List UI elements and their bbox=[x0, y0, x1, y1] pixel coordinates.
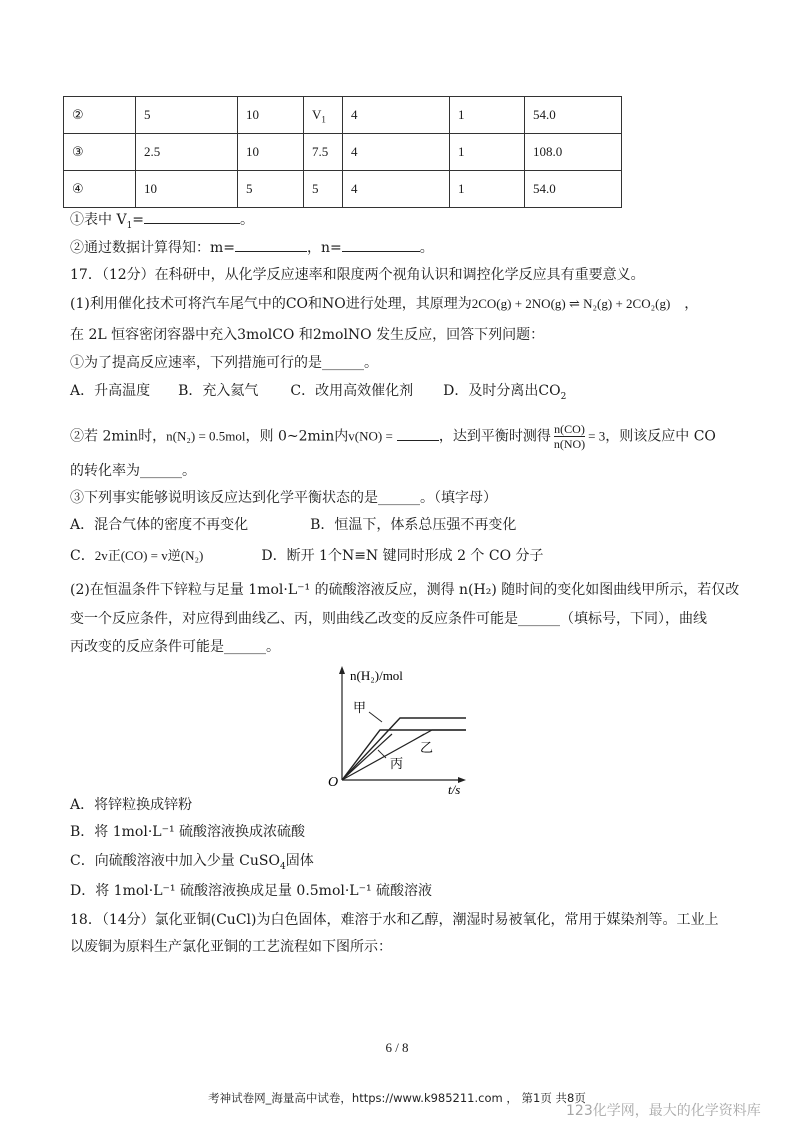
q17-part1-line1: (1)利用催化技术可将汽车尾气中的CO和NO进行处理，其原理为2CO(g) + 2NO(g) ⇌ N₂(g) + 2CO₂(g) ， bbox=[70, 296, 699, 312]
q17-sub2: ②若 2min时，n(N₂) = 0.5mol，则 0~2min内v(NO) = ，达到平衡时测得 $\frac{n(CO)}{n(NO)}$ = 3，则该反应中 CO bbox=[70, 422, 716, 451]
table-cell: 10 bbox=[238, 134, 304, 171]
origin-label: O bbox=[328, 775, 339, 790]
q17-sub3-cd: C．2v正(CO) = v逆(N₂) D．断开 1个N≡N 键同时形成 2 个 CO 分子 bbox=[70, 548, 544, 564]
q17-option-a: A．将锌粒换成锌粉 bbox=[70, 797, 193, 813]
q17-header: 17．（12分）在科研中，从化学反应速率和限度两个视角认识和调控化学反应具有重要意义。 bbox=[70, 267, 645, 283]
table-cell: 7.5 bbox=[304, 134, 343, 171]
label-pointer-jia bbox=[369, 712, 382, 722]
table-cell: 4 bbox=[343, 97, 450, 134]
table-row bbox=[64, 134, 622, 171]
q17-sub3: ③下列事实能够说明该反应达到化学平衡状态的是______。（填字母） bbox=[70, 490, 497, 506]
table-cell: ② bbox=[64, 97, 136, 134]
table-cell: 5 bbox=[304, 171, 343, 208]
table-cell: 10 bbox=[136, 171, 238, 208]
table-cell: 5 bbox=[238, 171, 304, 208]
curve-label-jia: 甲 bbox=[353, 701, 367, 716]
table-cell: ③ bbox=[64, 134, 136, 171]
page-number: 6 / 8 bbox=[385, 1040, 409, 1055]
table-cell: $V_1$ bbox=[304, 97, 343, 134]
q18-line2: 以废铜为原料生产氯化亚铜的工艺流程如下图所示： bbox=[70, 939, 392, 955]
y-axis-label: n(H₂)/mol bbox=[350, 668, 403, 683]
q17-part1-line2: 在 2L 恒容密闭容器中充入3molCO 和2molNO 发生反应，回答下列问题： bbox=[70, 327, 545, 343]
q16-part1: ①表中 $V_1=$ 。 bbox=[70, 209, 254, 230]
table-row bbox=[64, 97, 622, 134]
watermark: 123化学网，最大的化学资料库 bbox=[566, 1103, 761, 1119]
table-cell: 4 bbox=[343, 134, 450, 171]
q17-sub1: ①为了提高反应速率，下列措施可行的是______。 bbox=[70, 355, 378, 371]
table-cell: 10 bbox=[238, 97, 304, 134]
q17-option-b: B．将 1mol·L⁻¹ 硫酸溶液换成浓硫酸 bbox=[70, 824, 306, 840]
label-pointer-bing bbox=[378, 750, 386, 758]
q16-part2: ②通过数据计算得知：m= ，n= 。 bbox=[70, 237, 434, 258]
page-footer: 考神试卷网_海量高中试卷，https://www.k985211.com ， 第1页 共8页 bbox=[208, 1091, 586, 1105]
table-cell: 4 bbox=[343, 171, 450, 208]
q18-line1: 18．（14分）氯化亚铜(CuCl)为白色固体，难溶于水和乙醇，潮湿时易被氧化，常用于媒染剂等。工业上 bbox=[70, 912, 719, 928]
curve-jia bbox=[342, 718, 466, 780]
q17-option-c: C．向硫酸溶液中加入少量 CuSO$_4$固体 bbox=[70, 853, 314, 872]
table-cell: 54.0 bbox=[525, 171, 622, 208]
curve-label-yi: 乙 bbox=[420, 741, 434, 756]
table-cell: 1 bbox=[450, 97, 525, 134]
q17-sub3-ab: A．混合气体的密度不再变化 B．恒温下，体系总压强不再变化 bbox=[70, 517, 517, 533]
table-cell: 1 bbox=[450, 134, 525, 171]
label-pointer-yi bbox=[414, 734, 424, 740]
y-axis-arrow bbox=[339, 666, 345, 674]
table-cell: ④ bbox=[64, 171, 136, 208]
x-axis-label: t/s bbox=[448, 782, 461, 795]
table-cell: 5 bbox=[136, 97, 238, 134]
curve-label-bing: 丙 bbox=[390, 757, 404, 772]
table-row bbox=[64, 171, 622, 208]
q17-sub1-options: A．升高温度 B．充入氦气 C．改用高效催化剂 D．及时分离出$CO_2$ bbox=[70, 383, 567, 402]
q17-part2-line3: 丙改变的反应条件可能是______。 bbox=[70, 639, 280, 655]
q17-part2-line1: (2)在恒温条件下锌粒与足量 1mol·L⁻¹ 的硫酸溶液反应，测得 n(H₂) 随时间的变化如图曲线甲所示，若仅改 bbox=[70, 582, 740, 598]
table-cell: 1 bbox=[450, 171, 525, 208]
table-cell: 54.0 bbox=[525, 97, 622, 134]
table-cell: 2.5 bbox=[136, 134, 238, 171]
q17-part2-line2: 变一个反应条件，对应得到曲线乙、丙，则曲线乙改变的反应条件可能是______（填标号，下同），曲线 bbox=[70, 611, 707, 627]
h2-time-graph bbox=[320, 660, 480, 795]
q17-sub2-line2: 的转化率为______。 bbox=[70, 463, 196, 479]
data-table bbox=[63, 96, 622, 208]
table-cell: 108.0 bbox=[525, 134, 622, 171]
q17-option-d: D．将 1mol·L⁻¹ 硫酸溶液换成足量 0.5mol·L⁻¹ 硫酸溶液 bbox=[70, 883, 433, 899]
curve-yi-upper bbox=[342, 730, 466, 780]
